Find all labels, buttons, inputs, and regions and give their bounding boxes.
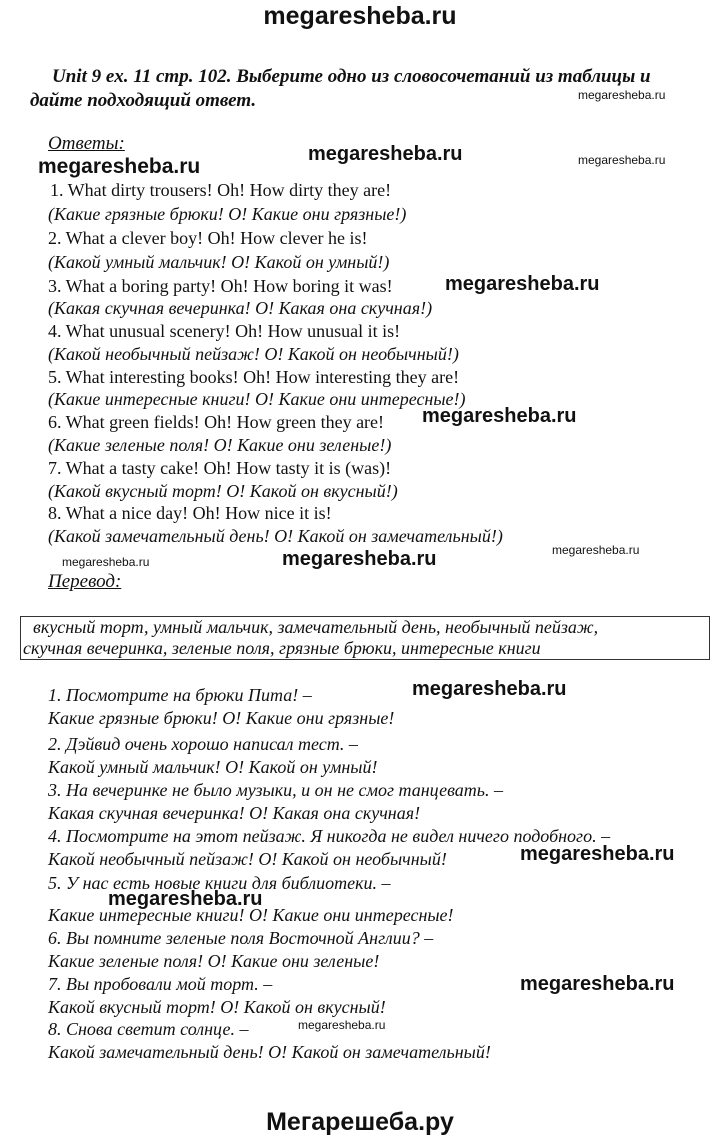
translation-question: 8. Снова светит солнце. – [48,1019,249,1039]
site-header: megaresheba.ru [263,2,457,30]
translation-question: 4. Посмотрите на этот пейзаж. Я никогда не видел ничего подобного. – [48,826,611,846]
watermark: megaresheba.ru [108,888,263,910]
translation-answer: Какие зеленые поля! О! Какие они зеленые! [48,951,380,971]
answers-heading: Ответы: [48,133,125,154]
answer-en: 8. What a nice day! Oh! How nice it is! [48,503,332,523]
watermark: megaresheba.ru [62,555,150,569]
task-title-line2: дайте подходящий ответ. [30,90,257,111]
translation-question: 1. Посмотрите на брюки Пита! – [48,685,312,705]
answer-ru: (Какой вкусный торт! О! Какой он вкусный!) [48,481,398,501]
answer-en: 5. What interesting books! Oh! How interesting they are! [48,367,460,387]
answer-ru: (Какой умный мальчик! О! Какой он умный!) [48,252,390,272]
translation-answer: Какие грязные брюки! О! Какие они грязные! [48,708,395,728]
translation-question: 3. На вечеринке не было музыки, и он не смог танцевать. – [48,780,503,800]
watermark: megaresheba.ru [552,543,640,557]
watermark: megaresheba.ru [422,405,577,427]
site-footer: Мегарешеба.ру [266,1108,454,1136]
answer-en: 2. What a clever boy! Oh! How clever he is! [48,228,368,248]
answer-en: 6. What green fields! Oh! How green they are! [48,412,385,432]
word-table-line: скучная вечеринка, зеленые поля, грязные брюки, интересные книги [23,638,541,658]
translation-answer: Какой вкусный торт! О! Какой он вкусный! [48,997,386,1017]
answer-ru: (Какой замечательный день! О! Какой он замечательный!) [48,526,503,546]
watermark: megaresheba.ru [282,548,437,570]
watermark: megaresheba.ru [298,1018,386,1032]
watermark: megaresheba.ru [520,843,675,865]
translation-heading: Перевод: [48,571,122,592]
translation-answer: Какие интересные книги! О! Какие они интересные! [48,905,454,925]
watermark: megaresheba.ru [412,678,567,700]
translation-answer: Какой замечательный день! О! Какой он замечательный! [48,1042,491,1062]
word-table [20,616,710,660]
translation-question: 6. Вы помните зеленые поля Восточной Англии? – [48,928,434,948]
translation-answer: Какой необычный пейзаж! О! Какой он необычный! [48,849,447,869]
watermark: megaresheba.ru [578,88,666,102]
translation-answer: Какая скучная вечеринка! О! Какая она скучная! [48,803,421,823]
answer-ru: (Какие зеленые поля! О! Какие они зеленые!) [48,435,392,455]
watermark: megaresheba.ru [308,143,463,165]
translation-answer: Какой умный мальчик! О! Какой он умный! [48,757,378,777]
answer-en: 1. What dirty trousers! Oh! How dirty they are! [50,180,392,200]
answer-en: 4. What unusual scenery! Oh! How unusual it is! [48,321,401,341]
translation-question: 5. У нас есть новые книги для библиотеки. – [48,873,391,893]
answer-ru: (Какие интересные книги! О! Какие они интересные!) [48,389,466,409]
answer-ru: (Какая скучная вечеринка! О! Какая она скучная!) [48,298,433,318]
watermark: megaresheba.ru [578,153,666,167]
task-title-line1: Unit 9 ex. 11 стр. 102. Выберите одно из словосочетаний из таблицы и [52,66,651,87]
watermark: megaresheba.ru [445,273,600,295]
answer-ru: (Какие грязные брюки! О! Какие они грязные!) [48,204,407,224]
answer-ru: (Какой необычный пейзаж! О! Какой он необычный!) [48,344,459,364]
translation-question: 7. Вы пробовали мой торт. – [48,974,273,994]
watermark: megaresheba.ru [520,973,675,995]
translation-question: 2. Дэйвид очень хорошо написал тест. – [48,734,358,754]
answer-en: 7. What a tasty cake! Oh! How tasty it is (was)! [48,458,392,478]
answer-en: 3. What a boring party! Oh! How boring it was! [48,276,393,296]
word-table-line: вкусный торт, умный мальчик, замечательный день, необычный пейзаж, [33,617,599,637]
watermark: megaresheba.ru [38,155,201,178]
